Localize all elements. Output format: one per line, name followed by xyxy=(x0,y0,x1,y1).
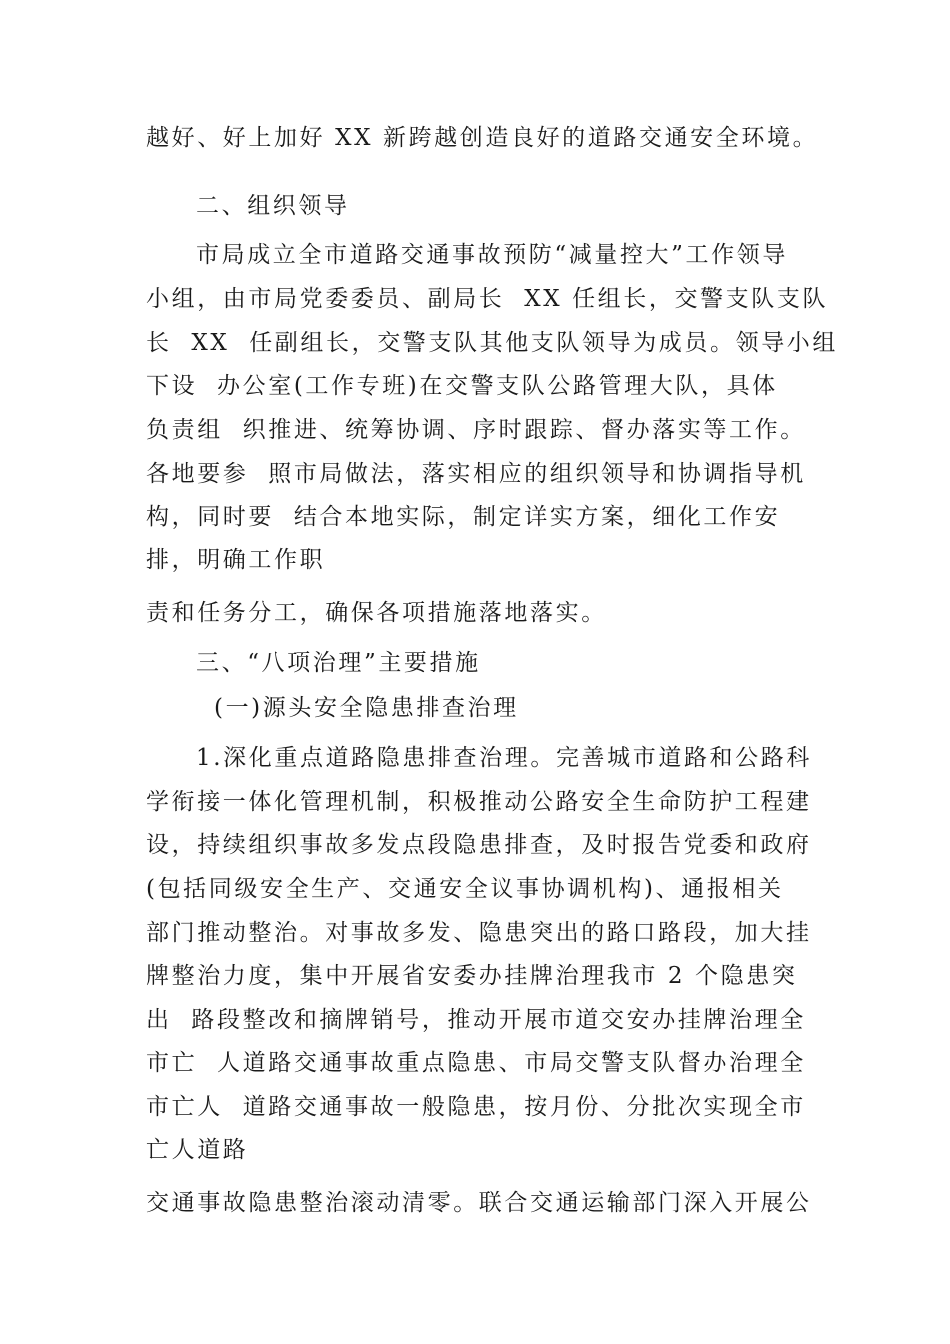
paragraph-line: 交通事故隐患整治滚动清零。联合交通运输部门深入开展公 xyxy=(146,1190,812,1216)
paragraph-line: 设，持续组织事故多发点段隐患排查，及时报告党委和政府 xyxy=(146,832,812,858)
paragraph-line: 下设 办公室(工作专班)在交警支队公路管理大队，具体 xyxy=(146,373,778,399)
section-heading: 二、组织领导 xyxy=(196,193,350,219)
subsection-heading: (一)源头安全隐患排查治理 xyxy=(214,695,519,721)
paragraph-line: 1.深化重点道路隐患排查治理。完善城市道路和公路科 xyxy=(196,745,812,771)
paragraph-line: 责和任务分工，确保各项措施落地落实。 xyxy=(146,600,607,626)
paragraph-line: 排，明确工作职 xyxy=(146,547,326,573)
paragraph-line: 越好、好上加好 XX 新跨越创造良好的道路交通安全环境。 xyxy=(146,125,819,151)
paragraph-line: 构，同时要 结合本地实际，制定详实方案，细化工作安 xyxy=(146,504,781,530)
paragraph-line: 学衔接一体化管理机制，积极推动公路安全生命防护工程建 xyxy=(146,789,812,815)
paragraph-line: 市亡人 道路交通事故一般隐患，按月份、分批次实现全市 xyxy=(146,1094,806,1120)
paragraph-line: 亡人道路 xyxy=(146,1137,249,1163)
section-heading: 三、“八项治理”主要措施 xyxy=(196,650,481,676)
paragraph-line: 长 XX 任副组长，交警支队其他支队领导为成员。领导小组 xyxy=(146,330,838,356)
paragraph-line: 部门推动整治。对事故多发、隐患突出的路口路段，加大挂 xyxy=(146,920,812,946)
paragraph-line: 各地要参 照市局做法，落实相应的组织领导和协调指导机 xyxy=(146,461,806,487)
paragraph-line: (包括同级安全生产、交通安全议事协调机构)、通报相关 xyxy=(146,876,784,902)
paragraph-line: 牌整治力度，集中开展省安委办挂牌治理我市 2 个隐患突 xyxy=(146,963,798,989)
paragraph-line: 出 路段整改和摘牌销号，推动开展市道交安办挂牌治理全 xyxy=(146,1007,806,1033)
paragraph-line: 市亡 人道路交通事故重点隐患、市局交警支队督办治理全 xyxy=(146,1050,806,1076)
paragraph-line: 负责组 织推进、统筹协调、序时跟踪、督办落实等工作。 xyxy=(146,417,806,443)
paragraph-line: 市局成立全市道路交通事故预防“减量控大”工作领导 xyxy=(196,242,788,268)
paragraph-line: 小组，由市局党委委员、副局长 XX 任组长，交警支队支队 xyxy=(146,286,829,312)
